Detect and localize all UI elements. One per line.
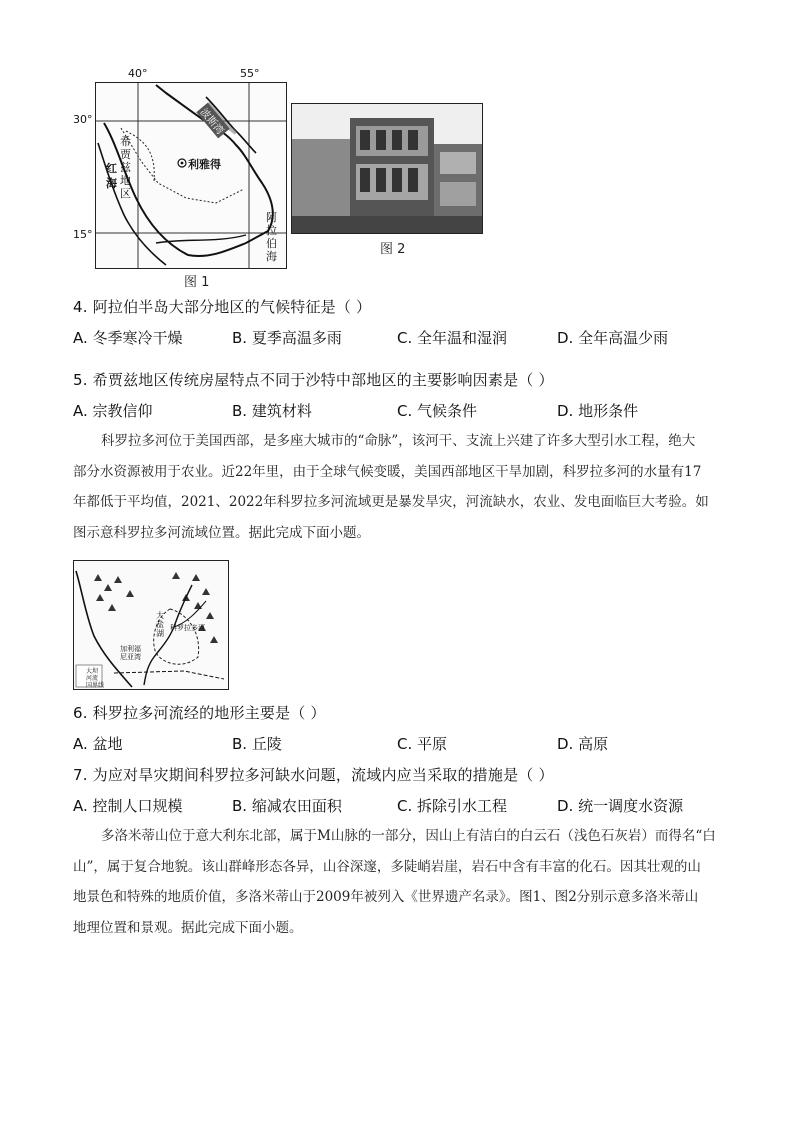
label-great-salt-lake: 大盐湖: [156, 611, 164, 638]
legend-dam: 大坝: [86, 668, 99, 675]
passage-dolomites-line-1: 多洛米蒂山位于意大利东北部，属于M山脉的一部分，因山上有洁白的白云石（浅色石灰岩）而得名“白: [101, 828, 716, 844]
figure1-map: [95, 82, 287, 269]
question-6-option-a[interactable]: A. 盆地: [73, 735, 123, 753]
question-7-option-b[interactable]: B. 缩减农田面积: [232, 797, 342, 815]
question-5-option-a[interactable]: A. 宗教信仰: [73, 402, 153, 420]
passage-colorado-line-2: 部分水资源被用于农业。近22年里，由于全球气候变暖，美国西部地区干旱加剧，科罗拉多河的水量有17: [73, 463, 702, 480]
label-red-sea: 红 海: [106, 162, 117, 190]
question-7-stem: 7. 为应对旱灾期间科罗拉多河缺水问题，流域内应当采取的措施是（ ）: [73, 766, 554, 784]
question-6-option-c[interactable]: C. 平原: [397, 735, 448, 753]
question-4-option-c[interactable]: C. 全年温和湿润: [397, 329, 508, 347]
figure1-lon-label-55: 55°: [240, 67, 260, 80]
label-riyadh: 利雅得: [188, 158, 221, 171]
figure1-lat-label-15: 15°: [73, 228, 93, 241]
passage-colorado-line-3: 年都低于平均值，2021、2022年科罗拉多河流域更是暴发旱灾，河流缺水，农业、发电面临巨大考验。如: [73, 494, 709, 510]
passage-dolomites: [73, 821, 723, 943]
house-photo-drawing: [292, 104, 482, 233]
legend-border: 国界线: [86, 682, 105, 689]
question-5-stem: 5. 希贾兹地区传统房屋特点不同于沙特中部地区的主要影响因素是（ ）: [73, 371, 554, 389]
question-4-option-a[interactable]: A. 冬季寒冷干燥: [73, 329, 183, 347]
passage-dolomites-line-3: 地景色和特殊的地质价值，多洛米蒂山于2009年被列入《世界遗产名录》。图1、图2分别示意多洛米蒂山: [73, 889, 699, 905]
question-7-option-c[interactable]: C. 拆除引水工程: [397, 797, 508, 815]
colorado-map: [73, 560, 229, 690]
passage-colorado: [73, 426, 723, 548]
question-4-stem: 4. 阿拉伯半岛大部分地区的气候特征是（ ）: [73, 298, 372, 316]
figure1-caption: 图 1: [184, 275, 210, 290]
figure1-lon-label-40: 40°: [128, 67, 148, 80]
figure2-caption: 图 2: [380, 242, 406, 257]
question-7-option-d[interactable]: D. 统一调度水资源: [557, 797, 684, 815]
question-5-option-d[interactable]: D. 地形条件: [557, 402, 639, 420]
legend-river: 河流: [86, 675, 99, 682]
label-arabian-sea: 阿 拉 伯 海: [266, 211, 277, 263]
label-hejaz: 希 贾 兹 地 区: [120, 135, 131, 200]
label-gulf-of-california: 加利福尼亚湾: [120, 645, 141, 661]
passage-dolomites-line-2: 山”，属于复合地貌。该山群峰形态各异，山谷深邃，多陡峭岩崖，岩石中含有丰富的化石。因其壮观的山: [73, 858, 701, 875]
question-4-option-d[interactable]: D. 全年高温少雨: [557, 329, 669, 347]
question-6-option-b[interactable]: B. 丘陵: [232, 735, 282, 753]
question-5-option-b[interactable]: B. 建筑材料: [232, 402, 312, 420]
question-6-stem: 6. 科罗拉多河流经的地形主要是（ ）: [73, 704, 326, 722]
label-persian-gulf: 波斯湾: [196, 103, 229, 139]
question-4-option-b[interactable]: B. 夏季高温多雨: [232, 329, 342, 347]
question-6-option-d[interactable]: D. 高原: [557, 735, 609, 753]
figure2-photo: [291, 103, 483, 234]
passage-dolomites-line-4: 地理位置和景观。据此完成下面小题。: [73, 919, 303, 936]
passage-colorado-line-1: 科罗拉多河位于美国西部，是多座大城市的“命脉”，该河干、支流上兴建了许多大型引水工程，绝大: [101, 433, 696, 449]
question-5-option-c[interactable]: C. 气候条件: [397, 402, 478, 420]
question-7-option-a[interactable]: A. 控制人口规模: [73, 797, 183, 815]
label-colorado-river: 科罗拉多河: [170, 624, 205, 632]
figure1-lat-label-30: 30°: [73, 113, 93, 126]
passage-colorado-line-4: 图示意科罗拉多河流域位置。据此完成下面小题。: [73, 524, 370, 541]
